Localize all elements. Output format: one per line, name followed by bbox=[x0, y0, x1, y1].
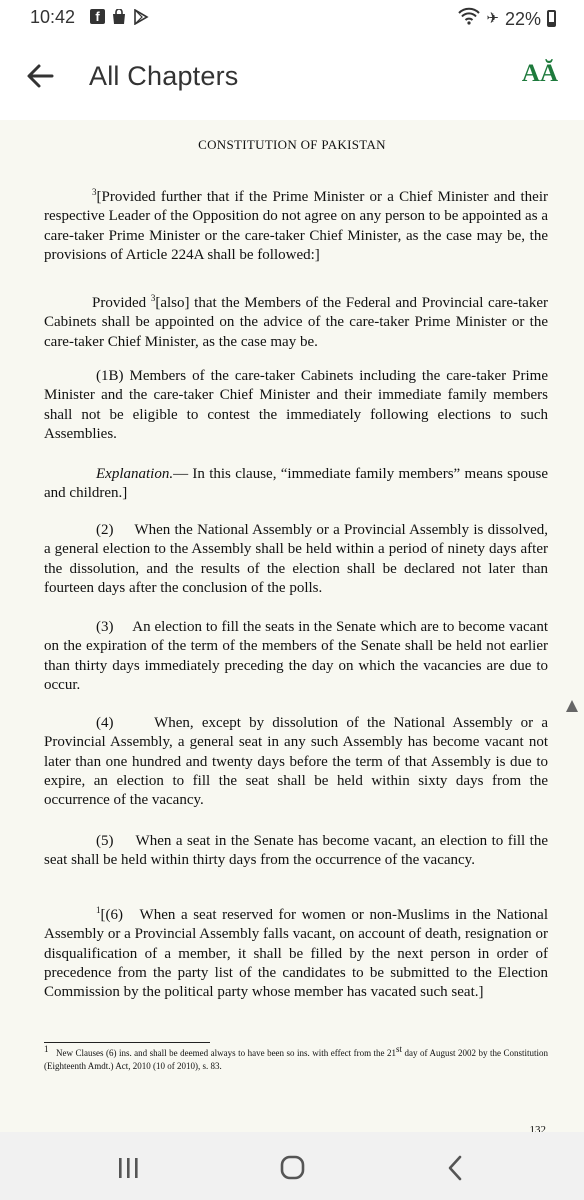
system-icons bbox=[458, 7, 556, 30]
status-bar bbox=[0, 0, 584, 36]
navigation-bar bbox=[0, 1132, 584, 1200]
footnote-divider bbox=[44, 1042, 210, 1043]
paragraph-clause-6: $^1$[(6) When a seat reserved for women or non-Muslims in the National Assembly or a Provincial Assembly falls vacant, on account of death, resignation or disqualification of a member, it shall be filled by the next person in order of precedence from the party list of the candidates to be submitted to the Election Commission by the political party whose member has vacated such seat.] bbox=[44, 905, 552, 1001]
footnote: $^1$ New Clauses (6) ins. and shall be deemed always to have been so ins. with effect from the 21st day of August 2002 by the Constitution (Eighteenth Amdt.) Act, 2010 (10 of 2010), s. 83. bbox=[44, 1044, 548, 1071]
airplane-mode-icon: ✈ bbox=[486, 9, 499, 27]
facebook-icon: f bbox=[90, 9, 105, 24]
recent-apps-icon bbox=[108, 1150, 148, 1186]
paragraph-clause-3: (3) An election to fill the seats in the Senate which are to become vacant on the expiration of the term of the members of the Senate shall be held not earlier than thirty days immediately preceding the day on which the vacancies are due to occur. bbox=[44, 619, 552, 693]
footnote-ref: 3 bbox=[92, 187, 97, 197]
document-page[interactable] bbox=[0, 120, 584, 1132]
app-bar bbox=[0, 36, 584, 120]
status-time: 10:42 bbox=[30, 7, 76, 27]
home-button[interactable] bbox=[272, 1150, 312, 1186]
home-icon bbox=[272, 1150, 312, 1186]
back-button[interactable] bbox=[22, 58, 58, 94]
back-nav-button[interactable] bbox=[436, 1150, 476, 1186]
footnote-ref: 1 bbox=[96, 905, 101, 915]
document-header: CONSTITUTION OF PAKISTAN bbox=[198, 137, 386, 152]
font-size-button[interactable]: AĂ bbox=[521, 60, 558, 87]
footnote-ref: 3 bbox=[150, 293, 156, 303]
paragraph-clause-1b: (1B) Members of the care-taker Cabinets including the care-taker Prime Minister and the care-taker Chief Minister and their immediate family members shall not be eligible to contest the immediately following elections to such Assemblies. bbox=[44, 368, 548, 442]
paragraph-clause-5: (5) When a seat in the Senate has become vacant, an election to fill the seat shall be held within thirty days from the occurrence of the vacancy. bbox=[44, 833, 552, 869]
battery-percentage: 22% bbox=[504, 8, 541, 29]
back-nav-icon bbox=[436, 1150, 476, 1186]
scroll-indicator[interactable] bbox=[566, 700, 578, 712]
arrow-left-icon bbox=[22, 58, 58, 94]
recent-apps-button[interactable] bbox=[108, 1150, 148, 1186]
paragraph-proviso-1: $^3$[Provided further that if the Prime Minister or a Chief Minister and their respective Leader of the Opposition do not agree on any person to be appointed as a care-taker Prime Minister or the care-taker Chief Minister, as the case may be, the provisions of Article 224A shall be followed:] bbox=[44, 187, 548, 263]
page-title: All Chapters bbox=[89, 61, 239, 91]
paragraph-proviso-2: Provided $^3$[also] that the Members of the Federal and Provincial care-taker Cabinets shall be appointed on the advice of the care-taker Prime Minister or the care-taker Chief Minister, as the case may be. bbox=[44, 293, 548, 350]
battery-icon bbox=[547, 10, 556, 27]
wifi-icon bbox=[458, 7, 480, 30]
paragraph-clause-2: (2) When the National Assembly or a Provincial Assembly is dissolved, a general election to the Assembly shall be held within a period of ninety days after the dissolution, and the results of the election shall be declared not later than fourteen days after the conclusion of the polls. bbox=[44, 522, 552, 596]
notification-icons bbox=[90, 9, 149, 30]
page-number: 132 bbox=[529, 1124, 546, 1132]
paragraph-explanation: Explanation.— In this clause, “immediate family members” means spouse and children.] bbox=[44, 466, 548, 502]
play-store-icon bbox=[133, 9, 149, 30]
paragraph-clause-4: (4) When, except by dissolution of the National Assembly or a Provincial Assembly, a general seat in any such Assembly has become vacant not later than one hundred and twenty days before the term of that Assembly is due to expire, an election to fill the seat shall be held within sixty days from the occurrence of the vacancy. bbox=[44, 715, 552, 809]
shopping-bag-icon bbox=[111, 9, 127, 30]
